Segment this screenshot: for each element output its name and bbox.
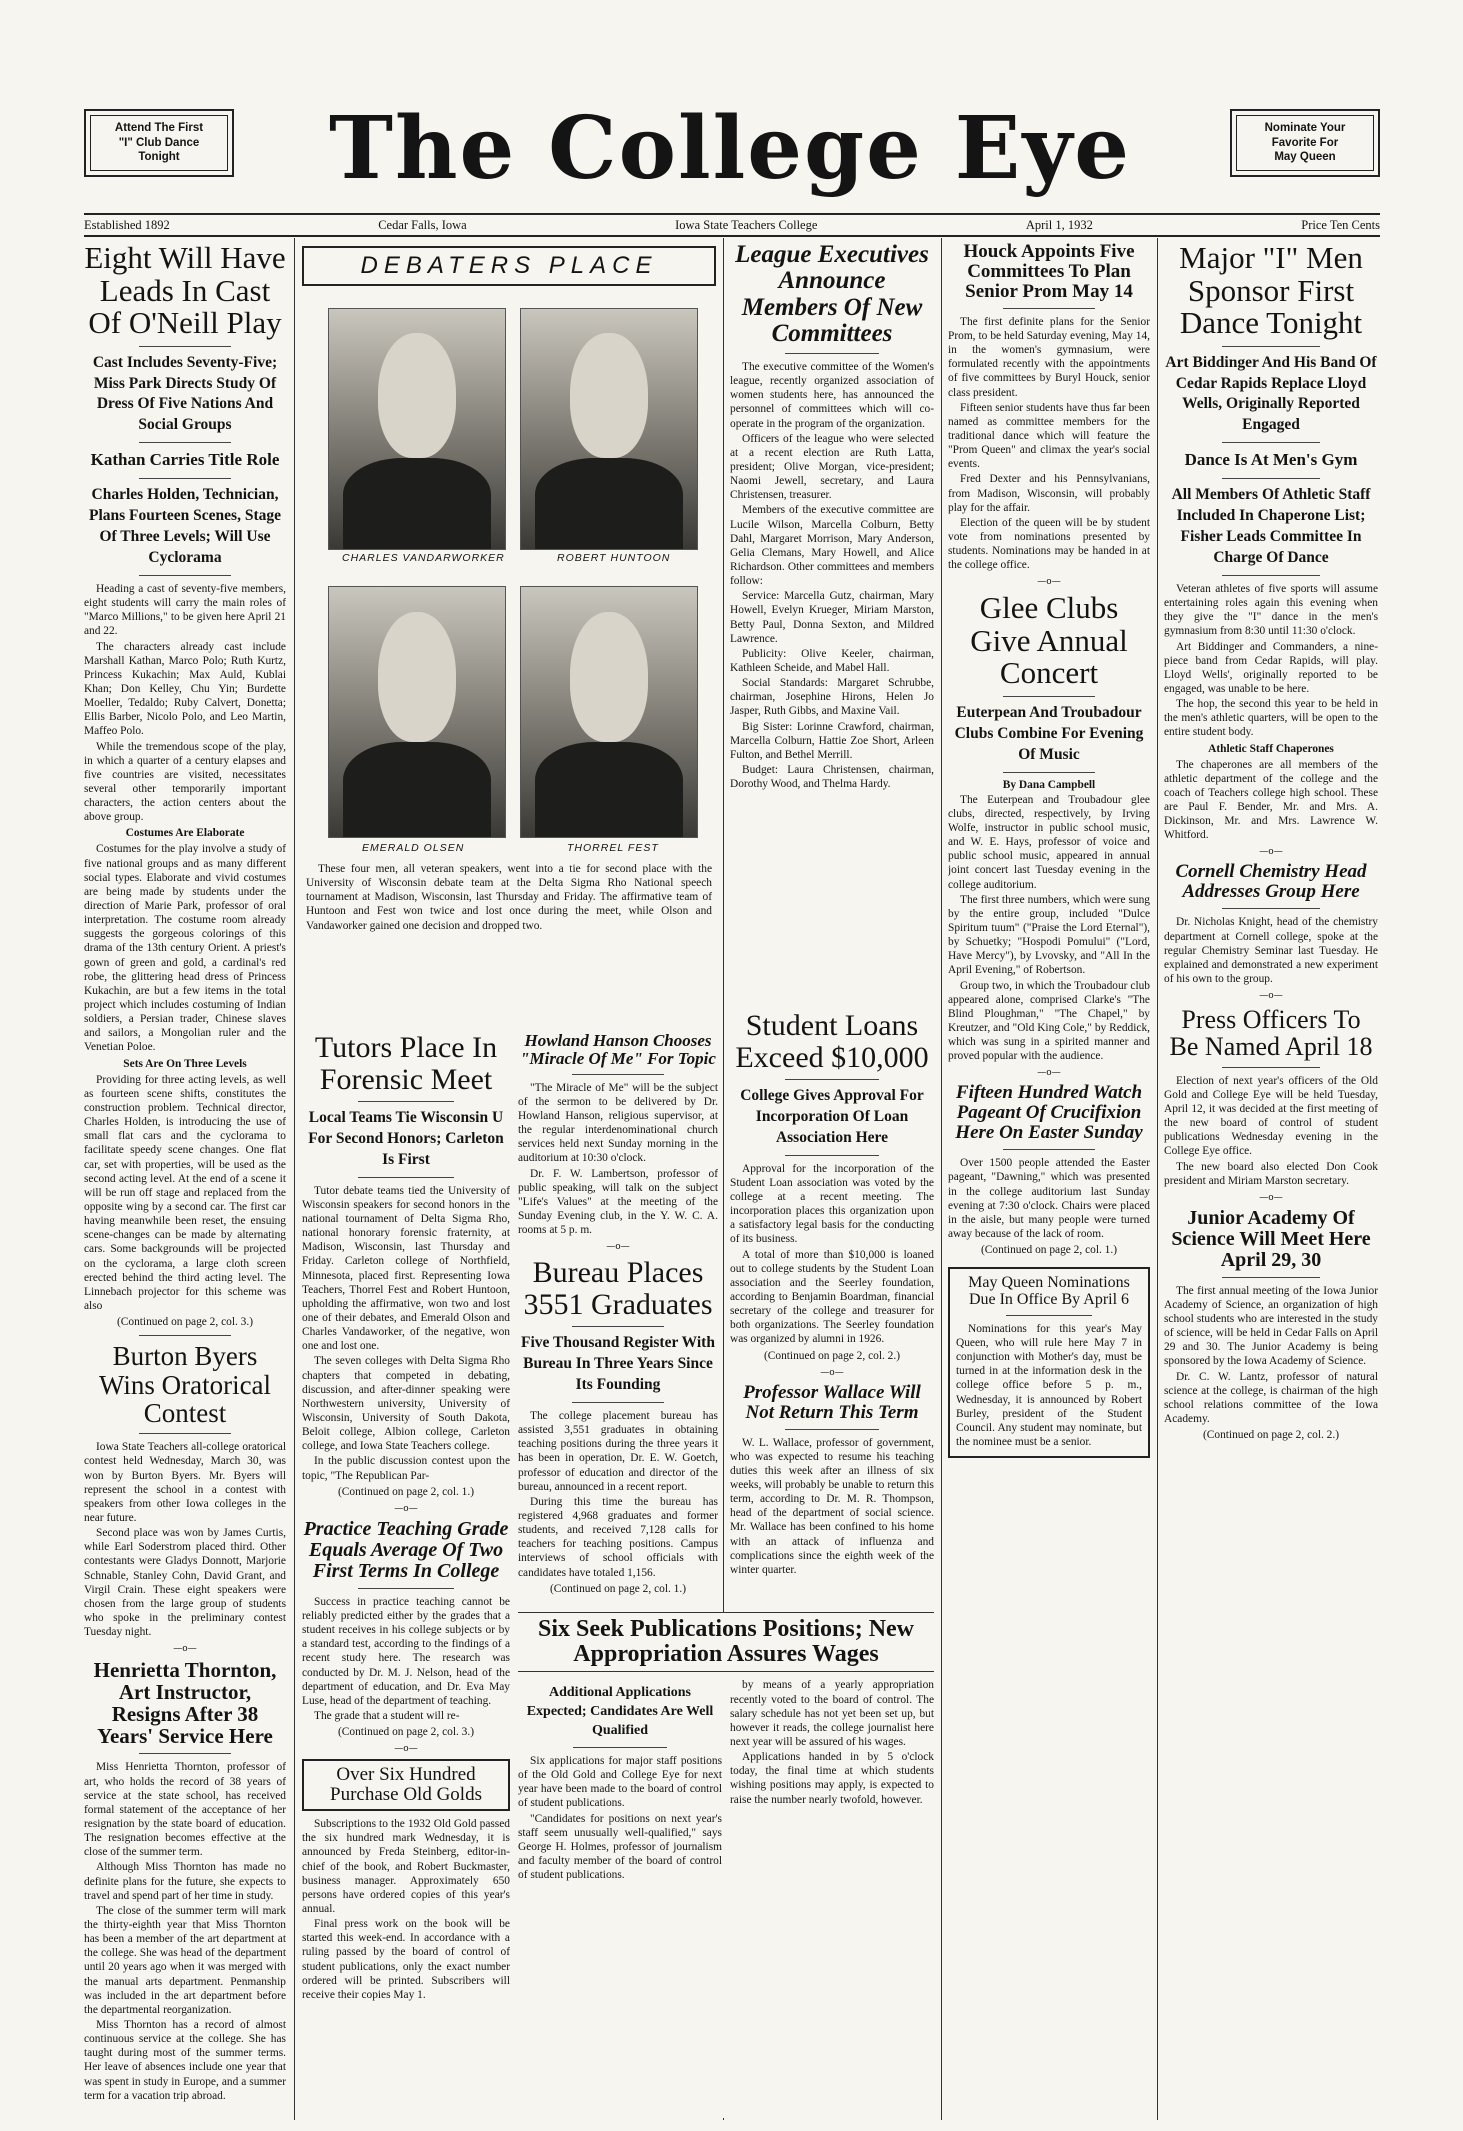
divider (139, 478, 232, 479)
article-body (1164, 582, 1378, 843)
dot-separator: —o— (1259, 991, 1283, 1002)
paragraph: In the public discussion contest upon the topic, "The Republican Par- (302, 1455, 510, 1482)
paragraph: Costumes for the play involve a study of five national groups and as many different social types. Elaborate and vivid costumes are being made by students under the direction of Marie Park, professor of oral interpretation. The costume room already suggests the gorgeous colorings of this drama of the 13th century Orient. A priest's gown of green and gold, a cardinal's red robe, the glittering head dress of Princess Kukachin, are but a few items in the total project which includes costuming of Indian soldiers, a Persian trader, Chinese slaves and sailors, a Mongolian ruler and the Venetian Poloe. (84, 843, 286, 1054)
deck-bureau: Five Thousand Register With Bureau In Three Years Since Its Founding (521, 1334, 715, 1394)
paragraph: Big Sister: Lorinne Crawford, chairman, Marcella Colburn, Hattie Zoe Short, Arleen Fulton, and Bethel Merrill. (730, 720, 934, 761)
paragraph: Budget: Laura Christensen, chairman, Dorothy Wood, and Thelma Hardy. (730, 763, 934, 791)
headline-bureau: Bureau Places 3551 Graduates (523, 1256, 713, 1321)
paragraph: Subscriptions to the 1932 Old Gold passed the six hundred mark Wednesday, it is announced by Freda Steinberg, editor-in-chief of the book, and Robert Buckmaster, business manager. Approximately 650 persons have ordered copies of this year's annual. (302, 1818, 510, 1915)
paragraph: The first annual meeting of the Iowa Junior Academy of Science, an organization of high school students who are interested in the study of science, will be held in Cedar Falls on April 29 and 30. The Junior Academy is being sponsored by the Iowa Academy of Science. (1164, 1284, 1378, 1368)
paragraph: The executive committee of the Women's league, recently organized association of women students here, has announced the personnel of committees which will co-operate in the program of the organization. (730, 361, 934, 430)
byline: By Dana Campbell (1002, 778, 1096, 791)
column-rule (294, 238, 295, 2120)
paragraph: Miss Thornton has a record of almost continuous service at the college. She has taught during most of the summer terms. Her leave of absences include one year that was spent in study in Europe, and a summer term for a vacation trip abroad. (84, 2018, 286, 2102)
paragraph: Election of next year's officers of the Old Gold and College Eye will be held Tuesday, April 12, it was decided at the first meeting of the new board of control of student publications Wednesday evening in the College Eye office. (1164, 1074, 1378, 1158)
continued-note: (Continued on page 2, col. 2.) (763, 1349, 901, 1362)
paragraph: While the tremendous scope of the play, in which a quarter of a century elapses and five countries are visited, necessitates several other temporarily important characters, the action centers about the above group. (84, 740, 286, 824)
paragraph: Social Standards: Margaret Schrubbe, chairman, Josephine Hirons, Helen Jo Jasper, Ruth Gibbs, and Maxine Vail. (730, 677, 934, 718)
divider (1003, 1149, 1096, 1150)
article-body (1164, 915, 1378, 986)
divider (785, 1079, 879, 1080)
dot-separator: —o— (173, 1644, 197, 1655)
headline-howland: Howland Hanson Chooses "Miracle Of Me" For Topic (520, 1032, 716, 1068)
deck-glee: Euterpean And Troubadour Clubs Combine For Evening Of Music (954, 703, 1144, 763)
divider (1003, 308, 1096, 309)
continued-note: (Continued on page 2, col. 3.) (116, 1316, 254, 1329)
article-body (518, 1409, 718, 1596)
debaters-title: DEBATERS PLACE (302, 246, 716, 286)
continued-note: (Continued on page 2, col. 3.) (337, 1726, 475, 1739)
article-body (730, 1162, 934, 1363)
paragraph: Iowa State Teachers all-college oratorical contest held Wednesday, March 30, was won by Burton Byers. Mr. Byers will represent the school in a contest with speakers from other Iowa colleges in the near future. (84, 1441, 286, 1524)
divider (1006, 1315, 1092, 1316)
divider (785, 353, 879, 354)
school-text: Iowa State Teachers College (675, 217, 818, 232)
headline-practice-teaching: Practice Teaching Grade Equals Average Of Two First Terms In College (303, 1517, 509, 1582)
paragraph: Nominations for this year's May Queen, who will rule here May 7 in conjunction with Mother's day, must be turned in at the information desk in the college office before 5 p. m., Wednesday, it is announced by Robert Burley, president of the Student Council. Any student may nominate, but the nominee must be a senior. (956, 1322, 1142, 1448)
divider (1222, 575, 1320, 576)
headline-may-queen: May Queen Nominations Due In Office By April 6 (968, 1274, 1130, 1309)
divider (572, 1074, 664, 1075)
headline-byers: Burton Byers Wins Oratorical Contest (98, 1341, 272, 1428)
paragraph: The first definite plans for the Senior Prom, to be held Saturday evening, May 14, in the women's gymnasium, were formulated recently with the appointments of five committees by Buryl Houck, senior class president. (948, 315, 1150, 399)
paragraph: "The Miracle of Me" will be the subject of the sermon to be delivered by Dr. Howland Hanson, religious supervisor, at the regular interdenominational church services held next Sunday morning in the auditorium at 10:30 o'clock. (518, 1081, 718, 1165)
divider (572, 1326, 664, 1327)
headline-old-golds: Over Six Hundred Purchase Old Golds (330, 1764, 482, 1806)
masthead-title: The College Eye (328, 98, 1132, 199)
publications-left (518, 1678, 722, 1883)
divider (139, 1753, 232, 1754)
deck-tutors: Local Teams Tie Wisconsin U For Second Honors; Carleton Is First (308, 1109, 504, 1168)
paragraph: Tutor debate teams tied the University of Wisconsin speakers for second honors in the national tournament of Delta Sigma Rho, national honorary forensic fraternity, at Madison, Wisconsin, last Thursday and Friday. Carleton college of Northfield, Minnesota, placed first. Representing Iowa Teachers, Thorrel Fest and Robert Huntoon, upholding the affirmative, won two and lost one of their debates, and Emerald Olson and Charles Vandaworker, of the negative, won one and lost one. (302, 1184, 510, 1353)
divider (358, 1177, 454, 1178)
paragraph: Providing for three acting levels, as well as fourteen scene shifts, constitutes the construction problem. Technical director, Charles Holden, is introducing the use of small flat cars and the cyclorama to facilitate speedy scene changes. One flat car, set with properties, will be used as the second acting level. At the end of a scene it will be run off stage and replaced from the opposite wing by a second car. The first car having meanwhile been reset, the ensuing scene-changes can be made by alternating cars. Some backgrounds will be projected on the cyclorama, a large cloth screen erected behind the third acting level. The Linnebach projector for this scheme was also (84, 1073, 286, 1312)
paragraph: The characters already cast include Marshall Kathan, Marco Polo; Ruth Kurtz, Princess Kukachin; Max Auld, Kublai Khan; Don Kelley, Chu Yin; Burdette Moeller, Tedaldo; Ruby Calvert, Donetta; Ellis Barber, Nicolo Polo, and Leo Martin, Maffeo Polo. (84, 640, 286, 738)
old-gold-box (302, 1759, 510, 1811)
column-rule (1157, 238, 1158, 2120)
headline-student-loans: Student Loans Exceed $10,000 (735, 1010, 929, 1074)
paragraph: Miss Henrietta Thornton, professor of art, who holds the record of 38 years of service at the state school, has received formal statement of the acceptance of her resignation by the state board of education. The resignation becomes effective at the close of the summer term. (84, 1761, 286, 1859)
paragraph: Applications handed in by 5 o'clock today, the final time at which students wishing positions may apply, is expected to raise the number nearly twofold, however. (730, 1751, 934, 1806)
dot-separator: —o— (820, 1367, 844, 1378)
divider (358, 1588, 454, 1589)
right-ear-box (1230, 109, 1380, 177)
dot-separator: —o— (1037, 577, 1061, 588)
article-body (730, 1678, 934, 1806)
right-ear-text: Nominate Your Favorite For May Queen (1236, 115, 1374, 171)
headline-eight-leads: Eight Will Have Leads In Cast Of O'Neill Play (84, 242, 286, 341)
dot-separator: —o— (394, 1503, 418, 1514)
date-text: April 1, 1932 (1025, 217, 1093, 232)
headline-league: League Executives Announce Members Of New Committees (735, 242, 929, 347)
divider (1222, 1067, 1320, 1068)
paragraph: Second place was won by James Curtis, while Earl Soderstrom placed third. Other contestants were Gladys Donnott, Marjorie Schnable, Stanley Cohn, David Grant, and Virgil Crain. These eight speakers were chosen from the large group of students who spoke in the preliminary contest Tuesday night. (84, 1527, 286, 1639)
continued-note: (Continued on page 2, col. 1.) (549, 1582, 687, 1595)
article-body (1164, 1074, 1378, 1188)
headline-thornton: Henrietta Thornton, Art Instructor, Resigns After 38 Years' Service Here (93, 1658, 277, 1749)
dateline (84, 213, 1380, 237)
paragraph: Fifteen senior students have thus far been named as committee members for the traditional dance which will feature the "Prom Queen" and climax the year's social events. (948, 401, 1150, 471)
divider (358, 1101, 454, 1102)
paragraph: Group two, in which the Troubadour club appeared alone, comprised Clarke's "The Blind Ploughman," "The Chapel," by Kreutzer, and "Old King Cole," by Reddick, which was sung in a spirited manner and proved popular with the audience. (948, 979, 1150, 1063)
article-body (84, 582, 286, 1329)
divider (1222, 478, 1320, 479)
divider (139, 575, 232, 576)
article-body (302, 1184, 510, 1499)
paragraph: Veteran athletes of five sports will assume entertaining roles again this evening when they give the "I" dance in the men's gymnasium from 8:30 until 11:30 o'clock. (1164, 582, 1378, 638)
paragraph: Service: Marcella Gutz, chairman, Mary Howell, Evelyn Krueger, Miriam Marston, Betty Paul, Donna Sexton, and Mildred Lawrence. (730, 590, 934, 645)
paragraph: A total of more than $10,000 is loaned out to college students by the Student Loan association and the Seerley foundation, according to Benjamin Boardman, financial secretary of the college and treasurer for both organizations. The Seerley foundation was organized by alumni in 1926. (730, 1248, 934, 1346)
paragraph: Success in practice teaching cannot be reliably predicted either by the grades that a student receives in his college subjects or by a standard test, according to the findings of a recent study here. The research was conducted by Dr. M. J. Nelson, head of the department of education, and Dr. Eva May Luse, head of the department of teaching. (302, 1595, 510, 1707)
article-body (302, 1817, 510, 2002)
paragraph: Dr. Nicholas Knight, head of the chemistry department at Cornell college, spoke at the regular Chemistry Seminar last Tuesday. He explained and demonstrated a new experiment of his own to the group. (1164, 916, 1378, 985)
divider (139, 1335, 232, 1336)
headline-houck: Houck Appoints Five Committees To Plan Senior Prom May 14 (963, 242, 1135, 302)
paragraph: The hop, the second this year to be held in the men's athletic quarters, will be open to the entire student body. (1164, 698, 1378, 739)
divider (1003, 772, 1096, 773)
deck-publications: Additional Applications Expected; Candidates Are Well Qualified (526, 1685, 714, 1739)
established-text: Established 1892 (84, 217, 170, 232)
paragraph: Publicity: Olive Keeler, chairman, Kathleen Scheide, and Mabel Hall. (730, 647, 934, 674)
debater-photo (328, 586, 506, 838)
article-body (84, 1440, 286, 1639)
headline-wallace: Professor Wallace Will Not Return This Term (743, 1381, 921, 1423)
divider (573, 1747, 667, 1748)
debater-name: CHARLES VANDARWORKER (342, 552, 505, 564)
column-1 (84, 242, 286, 2120)
divider (139, 442, 232, 443)
headline-junior-academy: Junior Academy Of Science Will Meet Here April 29, 30 (1171, 1206, 1371, 1271)
article-body (948, 315, 1150, 573)
column-5 (1164, 242, 1378, 2120)
dot-separator: —o— (1259, 1192, 1283, 1203)
debater-name: EMERALD OLSEN (362, 842, 465, 854)
divider (139, 346, 232, 347)
divider (572, 1402, 664, 1403)
publications-right (730, 1678, 934, 1883)
divider (1003, 696, 1096, 697)
deck-holden: Charles Holden, Technician, Plans Fourteen Scenes, Stage Of Three Levels; Will Use Cyclorama (88, 486, 281, 567)
debater-photo (328, 308, 506, 550)
headline-tutors: Tutors Place In Forensic Meet (314, 1032, 498, 1096)
deck-mens-gym: Dance Is At Men's Gym (1184, 450, 1358, 470)
paragraph: Although Miss Thornton has made no definite plans for the future, she expects to travel and spend part of her time in study. (84, 1861, 286, 1902)
dot-separator: —o— (606, 1242, 630, 1253)
column-3b (730, 1010, 934, 1580)
paragraph: Final press work on the book will be started this week-end. In accordance with a ruling passed by the board of control of student publications, only the exact number ordered will be printed. Subscribers will receive their copies May 1. (302, 1918, 510, 2001)
divider (139, 1433, 232, 1434)
deck-kathan: Kathan Carries Title Role (90, 450, 280, 470)
deck-cast: Cast Includes Seventy-Five; Miss Park Directs Study Of Dress Of Five Nations And Social Groups (92, 353, 278, 434)
paragraph: by means of a yearly appropriation recently voted to the board of control. The salary schedule has not yet been set up, but however it reads, the college journalist here next year will be assured of his wages. (730, 1679, 934, 1748)
paragraph: Members of the executive committee are Lucile Wilson, Marcella Colburn, Betty Dahl, Margaret Morrison, Mary Anderson, Gelia Clemans, Mary Howell, and Alice Richardson. Other committees and members follow: (730, 504, 934, 588)
headline-pageant: Fifteen Hundred Watch Pageant Of Crucifixion Here On Easter Sunday (955, 1082, 1143, 1144)
debater-name: ROBERT HUNTOON (557, 552, 671, 564)
paragraph: "Candidates for positions on next year's staff seem unusually well-qualified," says George H. Holmes, professor of journalism and faculty member of the board of control of student publications. (518, 1812, 722, 1882)
paragraph: Approval for the incorporation of the Student Loan association was voted by the college at a recent meeting. The incorporation places this organization upon a satisfactory legal basis for the conducting of its business. (730, 1162, 934, 1246)
headline-wrap (518, 1612, 934, 1672)
paragraph: Six applications for major staff positions of the Old Gold and College Eye for next year have been made to the board of control of student publications. (518, 1755, 722, 1810)
headline-cornell: Cornell Chemistry Head Addresses Group Here (1175, 861, 1367, 903)
debaters-box (302, 246, 716, 1046)
subhead: Costumes Are Elaborate (125, 827, 245, 840)
article-body (948, 1156, 1150, 1257)
article-body (518, 1754, 722, 1882)
article-body (730, 1436, 934, 1577)
may-queen-box (948, 1267, 1150, 1458)
paragraph: The grade that a student will re- (314, 1709, 460, 1722)
divider (785, 1429, 879, 1430)
headline-major-i: Major "I" Men Sponsor First Dance Tonight (1179, 242, 1363, 341)
divider (785, 1155, 879, 1156)
paragraph: The college placement bureau has assisted 3,551 graduates in obtaining teaching positions during the three years it has been in operation, Dr. E. W. Goetch, professor of education and director of the bureau, announced in a recent report. (518, 1410, 718, 1493)
dot-separator: —o— (1037, 1068, 1061, 1079)
deck-student-loans: College Gives Approval For Incorporation Of Loan Association Here (740, 1087, 924, 1146)
debater-name: THORREL FEST (567, 842, 659, 854)
divider (1222, 442, 1320, 443)
debaters-caption (306, 862, 712, 934)
paragraph: Art Biddinger and Commanders, a nine-piece band from Cedar Rapids, will play. Lloyd Wells', originally reported to be engaged, was unable to be here. (1164, 640, 1378, 695)
paragraph: The chaperones are all members of the athletic department of the college and the coach of Teachers college high school. These are Paul F. Bender, Mr. and Mrs. A. Dickinson, Mr. and Mrs. Lawrence W. Whitford. (1164, 758, 1378, 842)
dot-separator: —o— (1259, 847, 1283, 858)
continued-note: (Continued on page 2, col. 2.) (1202, 1429, 1340, 1442)
paragraph: The first three numbers, which were sung by the entire group, included "Dulce Spiritum tuum" ("Praise the Lord Eternal"), by Schuetky; "Hospodi Pomului" ("Lord, Have Mercy"), by Lvovsky, and "All In the April Evening," of Robertson. (948, 893, 1150, 977)
headline-publications: Six Seek Publications Positions; New Appropriation Assures Wages (537, 1616, 915, 1668)
divider (1222, 346, 1320, 347)
paragraph: The new board also elected Don Cook president and Miriam Marston secretary. (1164, 1160, 1378, 1187)
left-ear-text: Attend The First "I" Club Dance Tonight (90, 115, 228, 171)
paragraph: Over 1500 people attended the Easter pageant, "Dawning," which was presented in the college auditorium last Sunday evening at 7:30 o'clock. Chairs were placed in the aisle, but many people were turned away because of the lack of room. (948, 1157, 1150, 1240)
article-body (518, 1081, 718, 1238)
paragraph: Dr. C. W. Lantz, professor of natural science at the college, is chairman of the high school relations committee of the Iowa Academy. (1164, 1370, 1378, 1426)
debater-photo (520, 308, 698, 550)
column-2 (302, 1032, 510, 2120)
column-rule (941, 238, 942, 2120)
price-text: Price Ten Cents (1301, 217, 1380, 232)
paragraph: The close of the summer term will mark the thirty-eighth year that Miss Thornton has been a member of the art department at the college. She was head of the department until 20 years ago when it was merged with the manual arts department. Penmanship was included in the art department before the departmental reorganization. (84, 1904, 286, 2016)
subhead: Sets Are On Three Levels (123, 1057, 247, 1070)
paragraph: These four men, all veteran speakers, went into a tie for second place with the University of Wisconsin debate team at the Delta Sigma Rho National speech tournament at Madison, Wisconsin, last Thursday and Friday. The affirmative team of Huntoon and Fest won twice and lost once during the meet, while Olson and Vandaworker gained one decision and dropped two. (306, 863, 712, 932)
article-body (948, 793, 1150, 1064)
column-4 (948, 242, 1150, 2120)
paragraph: Officers of the league who were selected at a recent election are Ruth Latta, president; Olive Morgan, vice-president; Naomi Jewell, secretary, and Laura Christensen, treasurer. (730, 432, 934, 502)
divider (1222, 908, 1320, 909)
paragraph: The seven colleges with Delta Sigma Rho chapters that competed in debating, discussion, and after-dinner speaking were Northwestern university, University of Wisconsin, University of South Dakota, Beloit college, Albion college, Carleton college, and Iowa State Teachers college. (302, 1355, 510, 1453)
paragraph: During this time the bureau has registered 4,968 graduates and former students, and received 7,128 calls for teachers for teaching positions. Campus interviews of school officials with candidates have totaled 1,156. (518, 1495, 718, 1579)
subhead: Athletic Staff Chaperones (1208, 742, 1334, 755)
column-2b (518, 1032, 718, 1602)
debater-photo (520, 586, 698, 838)
headline-press-officers: Press Officers To Be Named April 18 (1169, 1005, 1373, 1062)
article-body (84, 1760, 286, 2102)
paragraph: W. L. Wallace, professor of government, who was expected to resume his teaching duties this week after an illness of six weeks, will probably be unable to return this term, according to Dr. M. R. Thompson, head of the department of social science. Mr. Wallace has been confined to his home with an attack of influenza and complications since the eighth week of the winter quarter. (730, 1436, 934, 1576)
deck-athletic-staff: All Members Of Athletic Staff Included In Chaperone List; Fisher Leads Committee In Charge Of Dance (1171, 486, 1371, 567)
article-body (730, 360, 934, 791)
city-text: Cedar Falls, Iowa (378, 217, 467, 232)
headline-glee-clubs: Glee Clubs Give Annual Concert (970, 590, 1128, 691)
divider (1222, 1277, 1320, 1278)
paragraph: The Euterpean and Troubadour glee clubs, directed, respectively, by Irving Wolfe, instructor in public school music, and W. E. Hays, professor of voice and public school music, appeared in annual joint concert last Tuesday evening in the college auditorium. (948, 793, 1150, 891)
article-body (302, 1595, 510, 1739)
continued-note: (Continued on page 2, col. 1.) (337, 1485, 475, 1498)
dot-separator: —o— (394, 1744, 418, 1755)
publications-article (518, 1612, 934, 2118)
deck-biddinger: Art Biddinger And His Band Of Cedar Rapids Replace Lloyd Wells, Originally Reported Engaged (1165, 353, 1377, 434)
paragraph: Heading a cast of seventy-five members, eight students will carry the main roles of "Marco Millions," to be given here April 21 and 22. (84, 582, 286, 638)
paragraph: Fred Dexter and his Pennsylvanians, from Madison, Wisconsin, will probably play for the affair. (948, 473, 1150, 514)
paragraph: Election of the queen will be by student vote from nominations presented by students. Nominations may be handed in at the college office. (948, 516, 1150, 572)
article-body (1164, 1284, 1378, 1443)
publications-columns (518, 1678, 934, 1883)
article-body (956, 1322, 1142, 1449)
left-ear-box (84, 109, 234, 177)
paragraph: Dr. F. W. Lambertson, professor of public speaking, will talk on the subject "Life's Values" at the meeting of the Sunday Evening club, in the Y. W. C. A. rooms at 5 p. m. (518, 1167, 718, 1237)
continued-note: (Continued on page 2, col. 1.) (980, 1244, 1118, 1257)
